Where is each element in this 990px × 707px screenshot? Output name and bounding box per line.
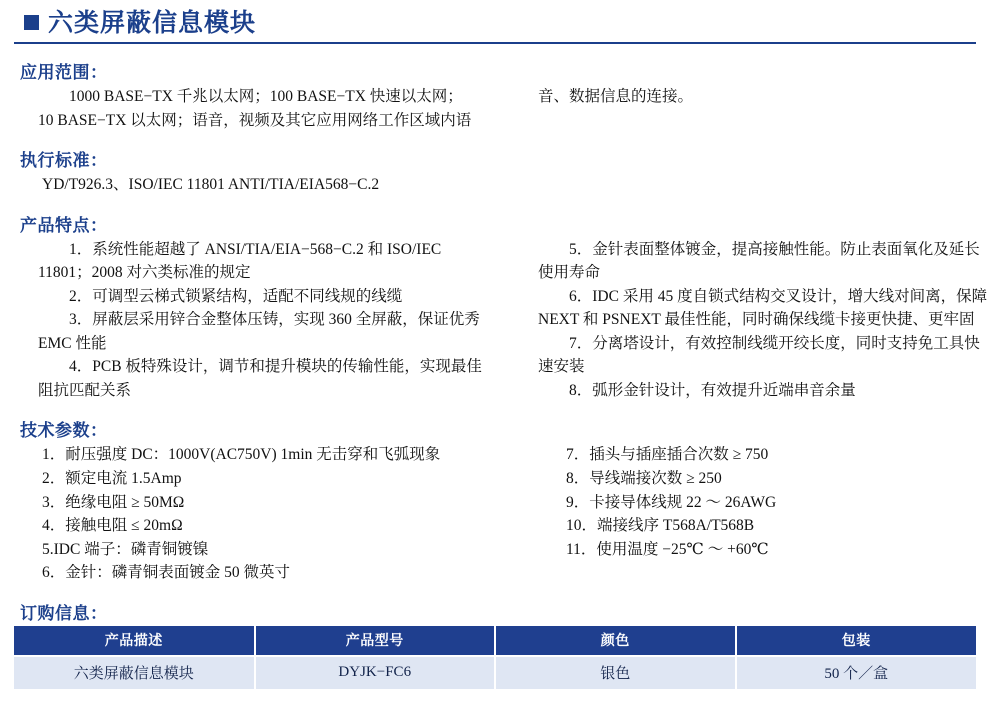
section-specs	[14, 416, 976, 584]
order-table	[14, 626, 976, 689]
title-divider	[14, 42, 976, 44]
table-header-cell: 产品描述	[14, 626, 255, 656]
feature-line: 阻抗匹配关系	[38, 381, 132, 399]
spec-line: 8．导线端接次数 ≥ 250	[566, 470, 722, 488]
feature-line: 6．IDC 采用 45 度自锁式结构交叉设计，增大线对间离，保障	[569, 287, 988, 305]
title-bullet-icon	[24, 15, 39, 30]
features-right-column	[538, 238, 990, 403]
spec-line: 11．使用温度 −25℃ ～ +60℃	[566, 540, 769, 558]
spec-line: 4．接触电阻 ≤ 20mΩ	[42, 517, 183, 535]
table-header-cell: 产品型号	[255, 626, 496, 656]
feature-line: 11801；2008 对六类标准的规定	[38, 264, 251, 282]
table-header-cell: 颜色	[495, 626, 736, 656]
table-header-row	[14, 626, 976, 656]
feature-line: 速安装	[538, 358, 585, 376]
standard-line: YD/T926.3、ISO/IEC 11801 ANTI/TIA/EIA568−C.2	[42, 176, 380, 194]
feature-line: 3．屏蔽层采用锌合金整体压铸，实现 360 全屏蔽，保证优秀	[69, 311, 480, 329]
section-heading-specs: 技术参数：	[20, 421, 108, 442]
table-row	[14, 656, 976, 689]
section-order	[14, 599, 976, 689]
table-cell: DYJK−FC6	[255, 656, 496, 689]
section-application	[14, 58, 976, 132]
specs-left-column	[14, 443, 542, 584]
application-line: 音、数据信息的连接。	[538, 88, 694, 105]
table-header-cell: 包装	[736, 626, 977, 656]
feature-line: 2．可调型云梯式锁紧结构，适配不同线规的线缆	[69, 287, 403, 305]
application-line: 10 BASE−TX 以太网；语音，视频及其它应用网络工作区域内语	[38, 111, 472, 129]
spec-line: 3．绝缘电阻 ≥ 50MΩ	[42, 493, 185, 511]
application-line: 1000 BASE−TX 千兆以太网；100 BASE−TX 快速以太网；	[69, 88, 463, 105]
table-cell: 银色	[495, 656, 736, 689]
feature-line: 4．PCB 板特殊设计，调节和提升模块的传输性能，实现最佳	[69, 358, 482, 376]
feature-line: EMC 性能	[38, 334, 107, 352]
table-cell: 50 个／盒	[736, 656, 977, 689]
spec-line: 10．端接线序 T568A/T568B	[566, 517, 755, 535]
spec-line: 5.IDC 端子：磷青铜镀镍	[42, 540, 209, 558]
specs-right-column	[542, 443, 990, 584]
features-left-column	[14, 238, 538, 403]
feature-line: 5．金针表面整体镀金，提高接触性能。防止表面氧化及延长	[569, 240, 980, 258]
spec-line: 6．金针：磷青铜表面镀金 50 微英寸	[42, 564, 291, 582]
feature-line: 1．系统性能超越了 ANSI/TIA/EIA−568−C.2 和 ISO/IEC	[69, 240, 442, 258]
page-title: 六类屏蔽信息模块	[48, 8, 257, 37]
section-standard	[14, 146, 976, 197]
section-heading-features: 产品特点：	[20, 215, 108, 236]
table-cell: 六类屏蔽信息模块	[14, 656, 255, 689]
section-heading-application: 应用范围：	[20, 63, 108, 83]
feature-line: 7．分离塔设计，有效控制线缆开绞长度，同时支持免工具快	[569, 334, 980, 352]
feature-line: NEXT 和 PSNEXT 最佳性能，同时确保线缆卡接更快捷、更牢固	[538, 311, 975, 329]
section-heading-order: 订购信息：	[20, 603, 108, 624]
spec-line: 2．额定电流 1.5Amp	[42, 470, 182, 488]
spec-line: 7．插头与插座插合次数 ≥ 750	[566, 446, 769, 464]
application-right-column	[538, 85, 990, 132]
feature-line: 使用寿命	[538, 264, 601, 282]
page-title-row	[14, 0, 976, 35]
spec-line: 1．耐压强度 DC：1000V(AC750V) 1min 无击穿和飞弧现象	[42, 446, 441, 464]
spec-line: 9．卡接导体线规 22 ～ 26AWG	[566, 493, 777, 511]
application-left-column	[14, 85, 538, 132]
section-heading-standard: 执行标准：	[20, 151, 108, 172]
standard-left-column	[14, 173, 542, 197]
feature-line: 8．弧形金针设计，有效提升近端串音余量	[569, 381, 856, 399]
section-features	[14, 211, 988, 403]
